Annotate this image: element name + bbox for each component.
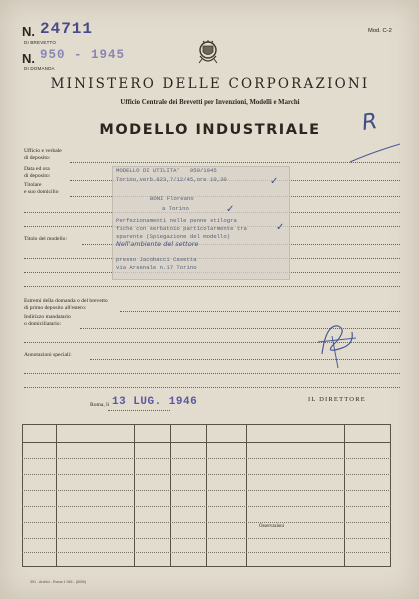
label-data: Data ed ora di deposito:	[24, 166, 51, 179]
date-stamp: 13 LUG. 1946	[112, 396, 198, 408]
line-titolo-4	[24, 286, 400, 287]
pencil-stroke-mark	[348, 142, 403, 164]
label-annotazioni: Annotazioni speciali:	[24, 352, 72, 358]
document-title: MODELLO INDUSTRIALE	[99, 122, 321, 138]
footer-print-info: 391 - Archivi - Roma 1 946 - (8000)	[30, 580, 87, 584]
label-ufficio: Ufficio e verbale di deposito:	[24, 148, 62, 161]
pencil-initials-mark	[312, 314, 362, 370]
label-titolo: Titolo del modello:	[24, 236, 67, 242]
brevetto-caption: DI BREVETTO	[24, 40, 57, 45]
typed-line-1: MODELLO DI UTILITA' 950/1945	[116, 167, 217, 174]
grid-col-5	[246, 424, 247, 567]
pencil-handwritten-note: Nell'ambiente del settore	[116, 240, 199, 248]
domanda-caption: DI DOMANDA	[24, 66, 55, 71]
typed-line-2: Torino,verb.823,7/12/45,ore 10,30	[116, 176, 227, 183]
grid-col-4	[206, 424, 207, 567]
pencil-mark-letter: R	[360, 109, 379, 136]
grid-col-3	[170, 424, 171, 567]
typed-line-4: a Torino	[162, 205, 189, 212]
domanda-prefix: N.	[22, 51, 35, 66]
pencil-check-3: ✓	[226, 204, 235, 215]
line-estremi	[120, 311, 400, 312]
typed-line-7: sparente (Spiegazione del modello)	[116, 233, 231, 240]
domanda-number: 950 - 1945	[40, 48, 126, 62]
coat-of-arms-emblem	[195, 40, 221, 68]
label-titolare: Titolare e suo domicilio	[24, 182, 59, 195]
form-code: Mod. C-2	[368, 28, 392, 34]
label-estremi: Estremi della domanda o del brevetto di primo deposito all'estero:	[24, 298, 108, 311]
typed-line-9: via Arsenale n.17 Torino	[116, 264, 197, 271]
pencil-check-2: ✓	[276, 222, 285, 233]
brevetto-prefix: N.	[22, 24, 35, 39]
grid-col-6	[344, 424, 345, 567]
typed-line-3: BONI Floreano	[150, 195, 194, 202]
typed-line-8: presso Jacobacci Casetta	[116, 256, 197, 263]
line-date	[108, 410, 170, 411]
grid-row-6	[22, 538, 391, 539]
grid-col-7	[390, 424, 391, 567]
osservazioni-label: Osservazioni	[259, 524, 285, 529]
typed-line-5: Perfezionamenti nelle penne stilogra	[116, 217, 237, 224]
date-place-label: Roma, li	[90, 402, 110, 408]
line-annotazioni-3	[24, 387, 400, 388]
grid-row-1	[22, 458, 391, 459]
grid-row-3	[22, 490, 391, 491]
pencil-check-1: ✓	[270, 176, 279, 187]
line-ufficio	[70, 162, 400, 163]
grid-row-2	[22, 474, 391, 475]
director-label: IL DIRETTORE	[308, 396, 366, 403]
line-annotazioni-2	[24, 373, 400, 374]
grid-col-2	[134, 424, 135, 567]
grid-row-7	[22, 552, 391, 553]
label-indirizzo: Indirizzo mandatario o domiciliatario:	[24, 314, 71, 327]
ministry-heading: MINISTERO DELLE CORPORAZIONI	[50, 76, 370, 92]
grid-col-0	[22, 424, 23, 567]
grid-col-1	[56, 424, 57, 567]
typed-line-6: fiche con serbatoio particolarmente tra	[116, 225, 247, 232]
brevetto-number: 24711	[40, 20, 94, 38]
office-subheading: Ufficio Centrale dei Brevetti per Invenzioni, Modelli e Marchi	[120, 99, 300, 106]
grid-row-4	[22, 506, 391, 507]
grid-row-5	[22, 522, 391, 523]
